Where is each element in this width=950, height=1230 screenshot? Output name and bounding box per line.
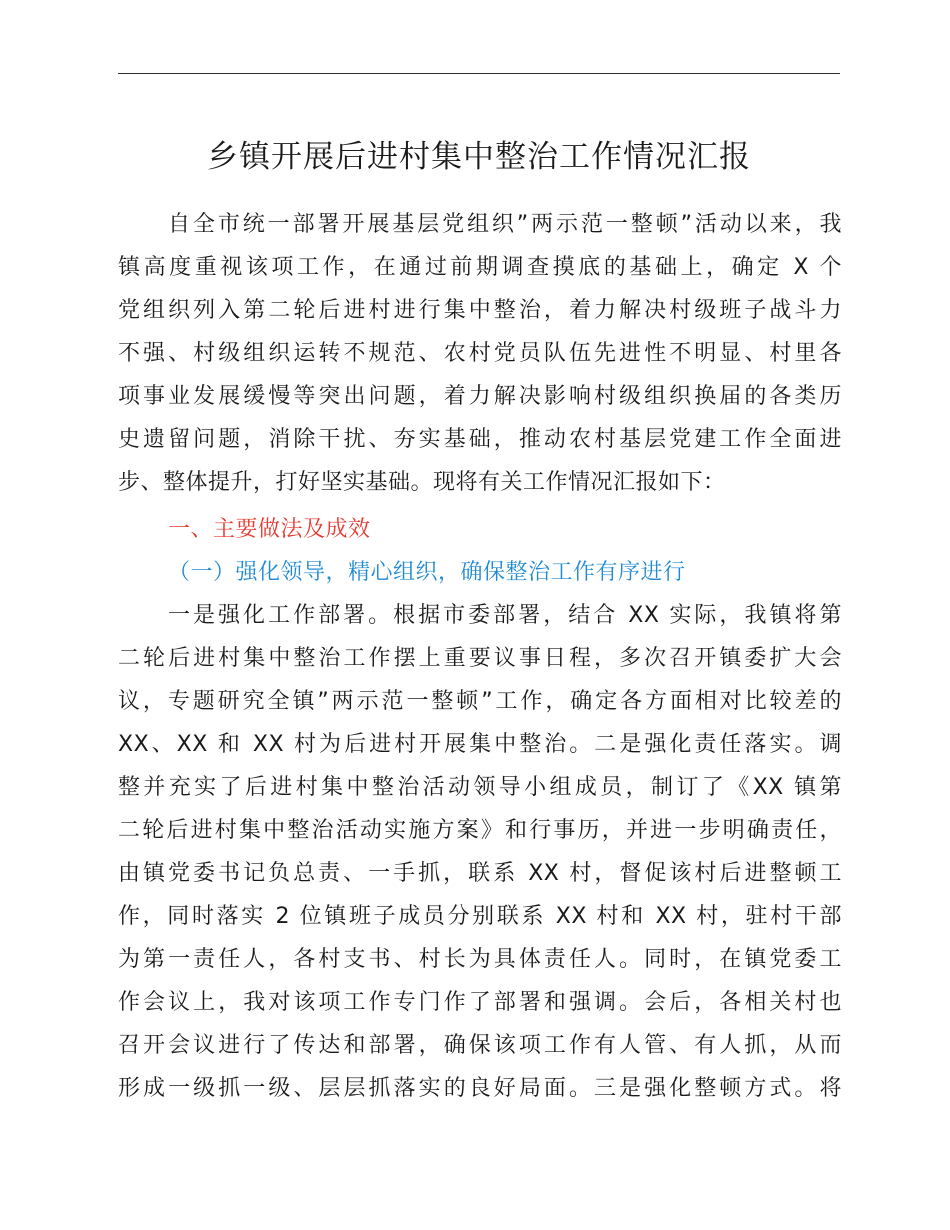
intro-line: 步、整体提升，打好坚实基础。现将有关工作情况汇报如下：: [118, 470, 726, 495]
body-line: 作会议上，我对该项工作专门作了部署和强调。会后，各相关村也: [118, 990, 842, 1015]
body-line: 一是强化工作部署。根据市委部署，结合 XX 实际，我镇将第: [168, 603, 842, 628]
subsection-heading: （一）强化领导，精心组织，确保整治工作有序进行: [168, 560, 686, 585]
body-line: 作，同时落实 2 位镇班子成员分别联系 XX 村和 XX 村，驻村干部: [118, 904, 842, 929]
intro-line: 项事业发展缓慢等突出问题，着力解决影响村级组织换届的各类历: [118, 384, 842, 409]
intro-line: 不强、村级组织运转不规范、农村党员队伍先进性不明显、村里各: [118, 341, 842, 366]
intro-line: 自全市统一部署开展基层党组织”两示范一整顿”活动以来，我: [168, 212, 842, 237]
intro-line: 史遗留问题，消除干扰、夯实基础，推动农村基层党建工作全面进: [118, 427, 842, 452]
body-line: 为第一责任人，各村支书、村长为具体责任人。同时，在镇党委工: [118, 947, 842, 972]
body-line: XX、XX 和 XX 村为后进村开展集中整治。二是强化责任落实。调: [118, 732, 842, 757]
body-line: 召开会议进行了传达和部署，确保该项工作有人管、有人抓，从而: [118, 1033, 842, 1058]
body-line: 议，专题研究全镇”两示范一整顿”工作，确定各方面相对比较差的: [118, 689, 842, 714]
header-rule: [118, 73, 840, 74]
body-line: 整并充实了后进村集中整治活动领导小组成员，制订了《XX 镇第: [118, 775, 842, 800]
body-line: 形成一级抓一级、层层抓落实的良好局面。三是强化整顿方式。将: [118, 1076, 842, 1101]
document-title: 乡镇开展后进村集中整治工作情况汇报: [207, 139, 751, 175]
intro-line: 党组织列入第二轮后进村进行集中整治，着力解决村级班子战斗力: [118, 298, 842, 323]
section-heading: 一、主要做法及成效: [168, 517, 371, 542]
intro-line: 镇高度重视该项工作，在通过前期调查摸底的基础上，确定 X 个: [118, 255, 842, 280]
body-line: 由镇党委书记负总责、一手抓，联系 XX 村，督促该村后进整顿工: [118, 861, 842, 886]
body-line: 二轮后进村集中整治工作摆上重要议事日程，多次召开镇委扩大会: [118, 646, 842, 671]
body-line: 二轮后进村集中整治活动实施方案》和行事历，并进一步明确责任，: [118, 818, 842, 843]
